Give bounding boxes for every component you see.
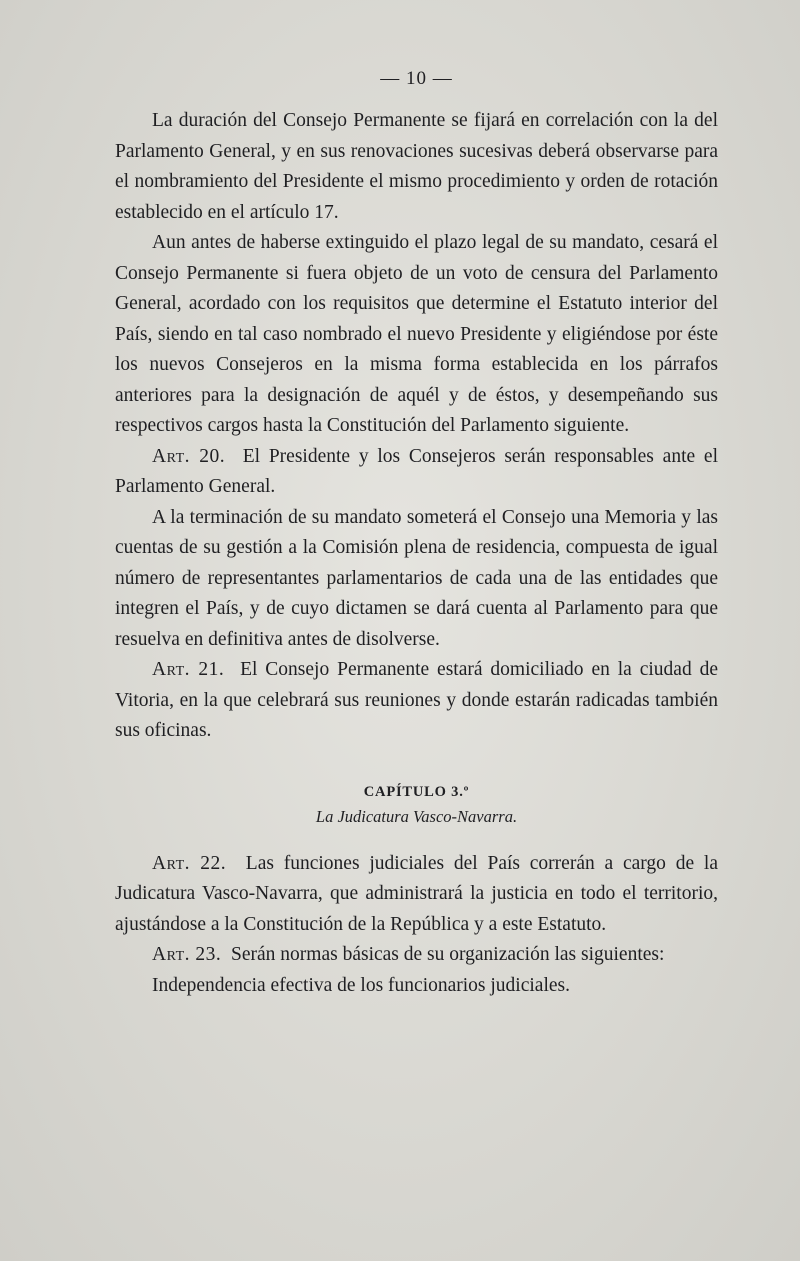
paragraph bbox=[115, 228, 718, 442]
article-label: Art. 22. bbox=[152, 852, 227, 874]
paragraph-text: La duración del Consejo Permanente se fijará en correlación con la del Parlamento General, y en sus renovaciones sucesivas deberá observarse para el nombramiento del Presidente el mismo procedimiento y orden de rotación establecido en el artículo 17. bbox=[115, 110, 718, 223]
page-number: — 10 — bbox=[380, 68, 453, 89]
body-text-top bbox=[115, 106, 718, 747]
paragraph bbox=[115, 971, 718, 1002]
paragraph-text: A la terminación de su mandato someterá el Consejo una Memoria y las cuentas de su gestión a la Comisión plena de residencia, compuesta de igual número de representantes parlamentarios de cada una de las entidades que integren el País, y de cuyo dictamen se dará cuenta al Parlamento para que resuelva en definitiva antes de disolverse. bbox=[115, 506, 718, 650]
paragraph-text: El Consejo Permanente estará domiciliado en la ciudad de Vitoria, en la que celebrará sus reuniones y donde estarán radicadas también sus oficinas. bbox=[115, 659, 719, 741]
article-label: Art. 20. bbox=[152, 445, 226, 467]
chapter-heading: CAPÍTULO 3.º bbox=[363, 783, 470, 800]
paragraph-text: Aun antes de haberse extinguido el plazo legal de su mandato, cesará el Consejo Permanente si fuera objeto de un voto de censura del Parlamento General, acordado con los requisitos que determine el Estatuto interior del País, siendo en tal caso nombrado el nuevo Presidente y eligiéndose por éste los nuevos Consejeros en la misma forma establecida en los párrafos anteriores para la designación de aquél y de éstos, y desempeñando sus respectivos cargos hasta la Constitución del Parlamento siguiente. bbox=[115, 232, 718, 436]
article-paragraph bbox=[115, 940, 718, 971]
paragraph-text: Las funciones judiciales del País correrán a cargo de la Judicatura Vasco-Navarra, que administrará la justicia en todo el territorio, ajustándose a la Constitución de la República y a este Estatuto. bbox=[115, 852, 718, 935]
article-label: Art. 21. bbox=[152, 659, 225, 680]
paragraph bbox=[115, 503, 718, 656]
article-label: Art. 23. bbox=[152, 944, 222, 965]
article-paragraph bbox=[115, 849, 718, 941]
paragraph-text: Independencia efectiva de los funcionarios judiciales. bbox=[152, 974, 570, 996]
chapter-subtitle: La Judicatura Vasco-Navarra. bbox=[315, 806, 518, 826]
paragraph bbox=[115, 106, 718, 228]
body-text-bottom bbox=[115, 849, 718, 1002]
article-paragraph bbox=[115, 442, 718, 503]
article-paragraph bbox=[115, 655, 718, 747]
paragraph-text: Serán normas básicas de su organización las siguientes: bbox=[231, 944, 665, 965]
paragraph-text: El Presidente y los Consejeros serán responsables ante el Parlamento General. bbox=[115, 445, 719, 497]
